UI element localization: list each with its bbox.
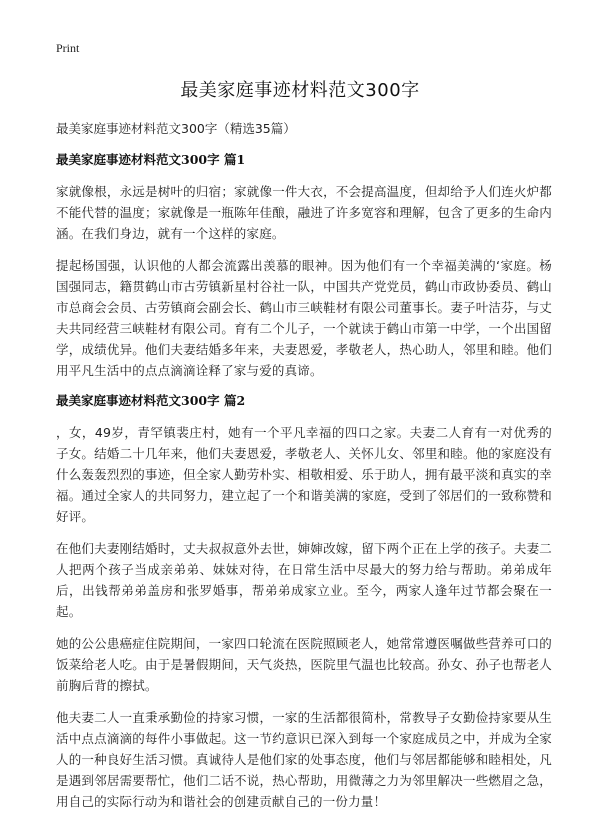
paragraph: 他夫妻二人一直秉承勤俭的持家习惯，一家的生活都很简朴，常教导子女勤俭持家要从生活中点点滴滴的每件小事做起。这一节约意识已深入到每一个家庭成员之中，并成为全家人的一种良好生活习惯。真诚待人是他们家的处事态度，他们与邻居都能够和睦相处，凡是遇到邻居需要帮忙，他们二话不说，热心帮助，用微薄之力为邻里解决一些燃眉之急，用自己的实际行动为和谐社会的创建贡献自己的一份力量！: [56, 710, 552, 809]
article-body: [56, 151, 552, 823]
section-heading-2: 最美家庭事迹材料范文300字 篇2: [56, 393, 246, 408]
paragraph: ，女，49岁，青罕镇裴庄村，她有一个平凡幸福的四口之家。夫妻二人育有一对优秀的子女。结婚二十几年来，他们夫妻恩爱，孝敬老人、关怀儿女、邻里和睦。他的家庭没有什么轰轰烈烈的事迹，但全家人勤劳朴实、相敬相爱、乐于助人，拥有最平淡和真实的幸福。通过全家人的共同努力，建立起了一个和谐美满的家庭，受到了邻居们的一致称赞和好评。: [56, 425, 552, 524]
page-subtitle: 最美家庭事迹材料范文300字（精选35篇）: [56, 121, 296, 136]
print-link[interactable]: Print: [56, 41, 80, 55]
paragraph: 在他们夫妻刚结婚时，丈夫叔叔意外去世，婶婶改嫁，留下两个正在上学的孩子。夫妻二人把两个孩子当成亲弟弟、妹妹对待，在日常生活中尽最大的努力给与帮助。弟弟成年后，出钱帮弟弟盖房和张罗婚事，帮弟弟成家立业。至今，两家人逢年过节都会聚在一起。: [56, 541, 552, 619]
page-title: 最美家庭事迹材料范文300字: [180, 80, 420, 101]
paragraph: 提起杨国强，认识他的人都会流露出羡慕的眼神。因为他们有一个幸福美满的‘家庭。杨国强同志，籍贯鹤山市古劳镇新星村谷社一队，中国共产党党员，鹤山市政协委员、鹤山市总商会会员、古劳镇商会副会长、鹤山市三峡鞋材有限公司董事长。妻子叶洁芬，与丈夫共同经营三峡鞋材有限公司。育有二个儿子，一个就读于鹤山市第一中学，一个出国留学，成绩优异。他们夫妻结婚多年来，夫妻恩爱，孝敬老人，热心助人，邻里和睦。他们用平凡生活中的点点滴滴诠释了家与爱的真谛。: [56, 258, 552, 378]
section-heading-1: 最美家庭事迹材料范文300字 篇1: [56, 152, 246, 167]
paragraph: 她的公公患癌症住院期间，一家四口轮流在医院照顾老人，她常常遵医嘱做些营养可口的饭菜给老人吃。由于是暑假期间，天气炎热，医院里气温也比较高。孙女、孙子也帮老人前胸后背的擦拭。: [56, 636, 552, 693]
paragraph: 家就像根，永远是树叶的归宿；家就像一件大衣，不会提高温度，但却给予人们连火炉都不能代替的温度；家就像是一瓶陈年佳酿，融进了许多宽容和理解，包含了更多的生命内涵。在我们身边，就有一个这样的家庭。: [56, 184, 552, 241]
